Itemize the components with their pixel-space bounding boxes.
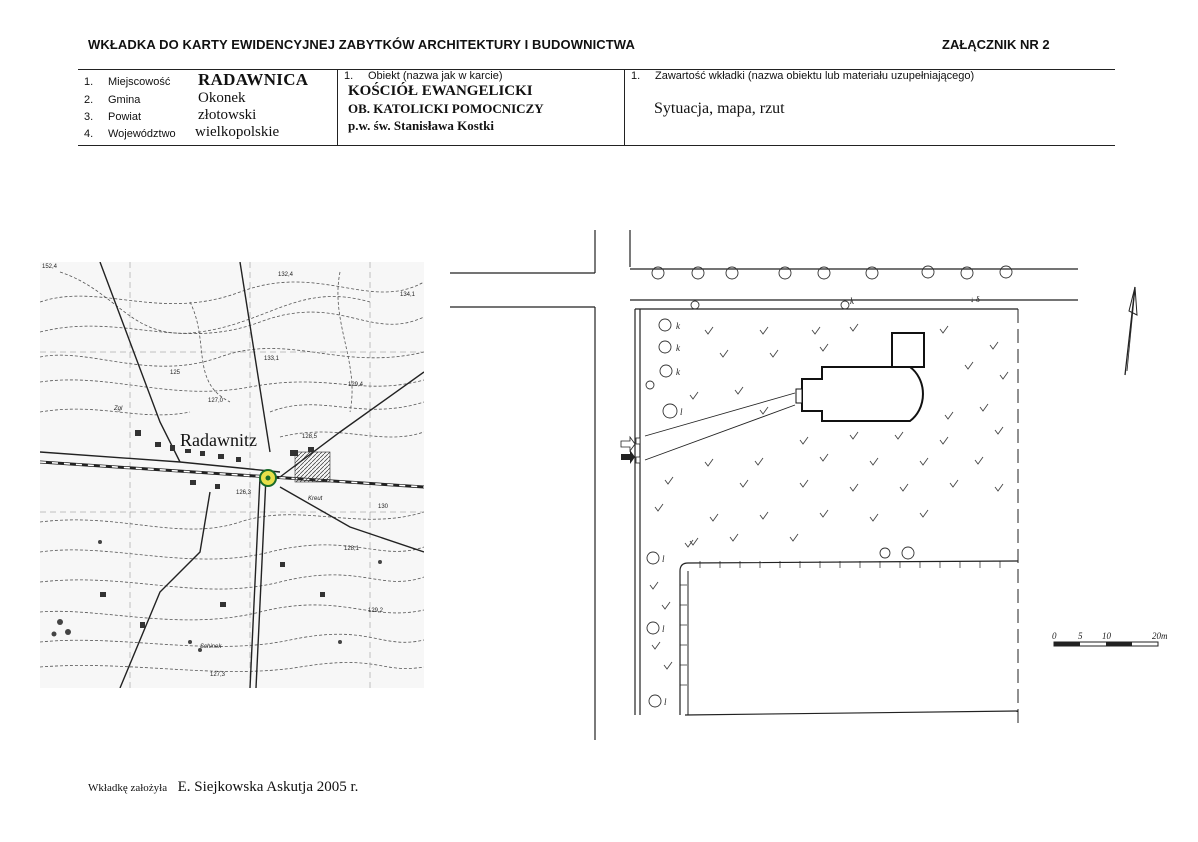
footer-author: E. Siejkowska Askutja 2005 r. bbox=[177, 779, 359, 795]
fence-ticks bbox=[680, 561, 1000, 685]
church-location-dot bbox=[266, 476, 271, 481]
street-trees bbox=[646, 266, 1012, 707]
footer-prefix: Wkładkę założyła bbox=[88, 782, 168, 794]
object-label: Obiekt (nazwa jak w karcie) bbox=[368, 70, 503, 82]
location-num-1: 1. bbox=[84, 76, 94, 88]
plan-marker-label: ↓ δ bbox=[970, 295, 980, 304]
gate-post bbox=[636, 438, 640, 444]
elevation-label: 126,3 bbox=[236, 490, 252, 496]
church-porch bbox=[796, 389, 802, 403]
elevation-label: 152,4 bbox=[42, 264, 58, 270]
topographic-map-drawing bbox=[40, 262, 424, 688]
contour-lines bbox=[40, 272, 424, 672]
entrance-arrow-icon bbox=[621, 437, 635, 451]
church-annex bbox=[892, 333, 924, 367]
tree-label: l bbox=[664, 697, 667, 707]
scale-tick-label: 0 bbox=[1052, 631, 1057, 641]
content-num: 1. bbox=[631, 70, 641, 82]
yard-fence bbox=[680, 561, 1018, 715]
location-label-4: Województwo bbox=[108, 128, 176, 140]
elevation-label: 128,5 bbox=[302, 434, 318, 440]
map-place-label: Zgl bbox=[114, 406, 123, 412]
gate-post bbox=[636, 457, 640, 463]
location-value-town: RADAWNICA bbox=[198, 70, 309, 89]
object-name-line3: p.w. św. Stanisława Kostki bbox=[348, 118, 494, 133]
north-arrow-icon bbox=[1115, 285, 1145, 380]
location-label-2: Gmina bbox=[108, 94, 141, 106]
church-outline bbox=[802, 367, 923, 421]
village-buildings bbox=[100, 430, 325, 628]
elevation-label: 129,2 bbox=[368, 608, 384, 614]
elevation-label: 127,0 bbox=[208, 398, 224, 404]
table-divider-1 bbox=[337, 69, 338, 146]
map-place-label: Schinek bbox=[200, 644, 222, 650]
scale-tick-label: 10 bbox=[1102, 631, 1111, 641]
elevation-label: 127,3 bbox=[210, 672, 226, 678]
tree-label: l bbox=[680, 407, 683, 417]
location-label-3: Powiat bbox=[108, 111, 142, 123]
page-title: WKŁADKA DO KARTY EWIDENCYJNEJ ZABYTKÓW ARCHITEKTURY I BUDOWNICTWA bbox=[88, 37, 635, 52]
tree-label: k bbox=[676, 367, 680, 377]
tree-label: l bbox=[662, 554, 665, 564]
scale-tick-label: 20m bbox=[1152, 631, 1168, 641]
map-town-label: Radawnitz bbox=[180, 430, 257, 450]
elevation-label: 129,4 bbox=[348, 382, 364, 388]
footer bbox=[88, 778, 358, 796]
tree-label: k bbox=[850, 296, 854, 306]
elevation-label: 133,1 bbox=[264, 356, 280, 362]
location-num-2: 2. bbox=[84, 94, 94, 106]
elevation-label: 125 bbox=[170, 370, 181, 376]
location-label-1: Miejscowość bbox=[108, 76, 171, 88]
scale-tick-label: 5 bbox=[1078, 631, 1083, 641]
annex-number: ZAŁĄCZNIK NR 2 bbox=[942, 37, 1050, 52]
elevation-label: 128,1 bbox=[344, 546, 360, 552]
object-name-line1: KOŚCIÓŁ EWANGELICKI bbox=[348, 83, 533, 99]
elevation-label: 134,1 bbox=[400, 292, 416, 298]
plan-roads bbox=[450, 230, 1078, 740]
object-name-line2: OB. KATOLICKI POMOCNICZY bbox=[348, 101, 544, 116]
site-plan bbox=[440, 225, 1100, 745]
content-label: Zawartość wkładki (nazwa obiektu lub materiału uzupełniającego) bbox=[655, 70, 975, 82]
location-value-gmina: Okonek bbox=[198, 90, 246, 106]
scale-bar-graphic bbox=[1048, 628, 1178, 652]
object-num: 1. bbox=[344, 70, 354, 82]
tree-label: l bbox=[662, 624, 665, 634]
cemetery-area bbox=[295, 452, 330, 482]
location-num-4: 4. bbox=[84, 128, 94, 140]
tree-label: k bbox=[676, 343, 680, 353]
location-value-wojewodztwo: wielkopolskie bbox=[195, 124, 280, 140]
content-value: Sytuacja, mapa, rzut bbox=[654, 100, 785, 117]
elevation-label: 132,4 bbox=[278, 272, 294, 278]
church-path bbox=[645, 393, 795, 460]
tree-label: k bbox=[676, 321, 680, 331]
entrance-arrow-icon bbox=[621, 450, 635, 464]
table-bottom-border bbox=[78, 145, 1115, 146]
elevation-label: 130 bbox=[378, 504, 389, 510]
location-num-3: 3. bbox=[84, 111, 94, 123]
table-divider-2 bbox=[624, 69, 625, 146]
location-value-powiat: złotowski bbox=[198, 107, 257, 123]
topographic-map bbox=[40, 262, 424, 688]
map-place-label: Kreut bbox=[308, 496, 323, 502]
